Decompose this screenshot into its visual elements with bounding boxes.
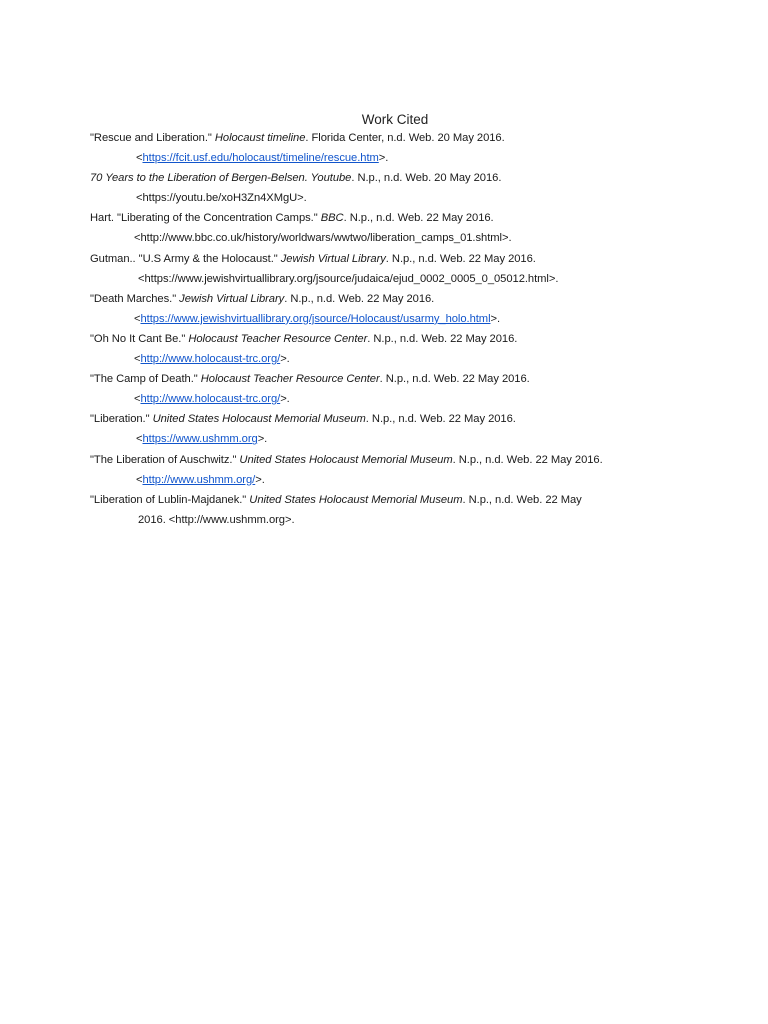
citation-source: United States Holocaust Memorial Museum	[239, 453, 453, 466]
page-title: Work Cited	[361, 112, 429, 127]
citation-details: . N.p., n.d. Web. 22 May 2016.	[452, 453, 603, 466]
citation-title: "The Liberation of Auschwitz."	[90, 453, 240, 466]
citation-details: . N.p., n.d. Web. 22 May 2016.	[385, 252, 536, 265]
citation-title: "Rescue and Liberation."	[90, 132, 215, 144]
citation-link[interactable]: http://www.ushmm.org/	[142, 473, 256, 486]
citation-source: United States Holocaust Memorial Museum	[152, 413, 366, 426]
citation-details: . N.p., n.d. Web. 22 May 2016.	[367, 332, 518, 345]
citation-source: Holocaust Teacher Resource Center	[200, 373, 380, 386]
citation-link[interactable]: https://www.ushmm.org	[142, 433, 258, 446]
citation-details: . Florida Center, n.d. Web. 20 May 2016.	[305, 132, 505, 144]
citation-details: . N.p., n.d. Web. 22 May 2016.	[343, 212, 494, 225]
citation-url: https://www.jewishvirtuallibrary.org/jsource/judaica/ejud_0002_0005_0_05012.html	[144, 272, 549, 285]
citation-entry: "Oh No It Cant Be." Holocaust Teacher Resource Center. N.p., n.d. Web. 22 May 2016. <http://www.holocaust-trc.org/>.	[90, 332, 518, 366]
citation-source: BBC	[320, 212, 344, 225]
citation-link[interactable]: http://www.holocaust-trc.org/	[140, 353, 281, 366]
citation-source: Holocaust Teacher Resource Center	[188, 332, 368, 345]
citation-entry: "Liberation." United States Holocaust Memorial Museum. N.p., n.d. Web. 22 May 2016. <https://www.ushmm.org>.	[90, 413, 516, 446]
citation-source: Jewish Virtual Library	[280, 252, 386, 265]
citation-title: Gutman.. "U.S Army & the Holocaust."	[90, 252, 281, 265]
citation-entry: Gutman.. "U.S Army & the Holocaust." Jewish Virtual Library. N.p., n.d. Web. 22 May 2016. <https://www.jewishvirtuallibrary.org/jsource/judaica/ejud_0002_0005_0_05012.html>.	[90, 252, 559, 285]
citation-entry: "The Liberation of Auschwitz." United States Holocaust Memorial Museum. N.p., n.d. Web. 22 May 2016. <http://www.ushmm.org/>.	[90, 453, 603, 486]
citation-source: Jewish Virtual Library	[179, 292, 285, 305]
citation-entry: "The Camp of Death." Holocaust Teacher Resource Center. N.p., n.d. Web. 22 May 2016. <http://www.holocaust-trc.org/>.	[90, 373, 530, 406]
citation-source: Holocaust timeline	[214, 132, 306, 144]
citation-link[interactable]: http://www.holocaust-trc.org/	[140, 393, 281, 406]
citation-source: United States Holocaust Memorial Museum	[249, 493, 463, 506]
citation-title: Hart. "Liberating of the Concentration Camps."	[90, 212, 321, 225]
citation-title: "Liberation."	[90, 413, 153, 426]
citation-entry: "Death Marches." Jewish Virtual Library. N.p., n.d. Web. 22 May 2016. <https://www.jewishvirtuallibrary.org/jsource/Holocaust/usarmy_holo.html>.	[90, 292, 501, 325]
citation-details: . N.p., n.d. Web. 20 May 2016.	[351, 172, 502, 185]
citation-title: "Death Marches."	[90, 292, 180, 305]
citation-url: http://www.bbc.co.uk/history/worldwars/wwtwo/liberation_camps_01.shtml	[140, 232, 502, 245]
citation-title: "The Camp of Death."	[90, 373, 201, 386]
citation-details: . N.p., n.d. Web. 22 May 2016.	[284, 292, 435, 305]
citation-link[interactable]: https://www.jewishvirtuallibrary.org/jsource/Holocaust/usarmy_holo.html	[140, 312, 491, 325]
citation-entry: "Rescue and Liberation." Holocaust timeline. Florida Center, n.d. Web. 20 May 2016. <https://fcit.usf.edu/holocaust/timeline/rescue.htm>.	[90, 132, 505, 165]
citation-details: . N.p., n.d. Web. 22 May 2016.	[365, 413, 516, 426]
citation-entry: 70 Years to the Liberation of Bergen-Belsen. Youtube. N.p., n.d. Web. 20 May 2016. <https://youtu.be/xoH3Zn4XMgU>.	[90, 172, 502, 205]
citation-url: https://youtu.be/xoH3Zn4XMgU	[142, 192, 298, 205]
citation-details: . N.p., n.d. Web. 22 May 2016.	[379, 373, 530, 386]
citation-link[interactable]: https://fcit.usf.edu/holocaust/timeline/rescue.htm	[142, 152, 379, 165]
citation-entry: Hart. "Liberating of the Concentration Camps." BBC. N.p., n.d. Web. 22 May 2016. <http://www.bbc.co.uk/history/worldwars/wwtwo/liberation_camps_01.shtml>.	[90, 212, 512, 245]
citation-list	[90, 128, 750, 530]
citation-url: http://www.ushmm.org	[175, 513, 285, 526]
citation-details: . N.p., n.d. Web. 22 May	[462, 493, 582, 506]
citation-source: 70 Years to the Liberation of Bergen-Belsen. Youtube	[90, 172, 352, 185]
citation-title: "Liberation of Lublin-Majdanek."	[90, 493, 250, 506]
citation-entry: "Liberation of Lublin-Majdanek." United States Holocaust Memorial Museum. N.p., n.d. Web. 22 May 2016. <http://www.ushmm.org>.	[90, 493, 582, 526]
citation-title: "Oh No It Cant Be."	[90, 332, 189, 345]
